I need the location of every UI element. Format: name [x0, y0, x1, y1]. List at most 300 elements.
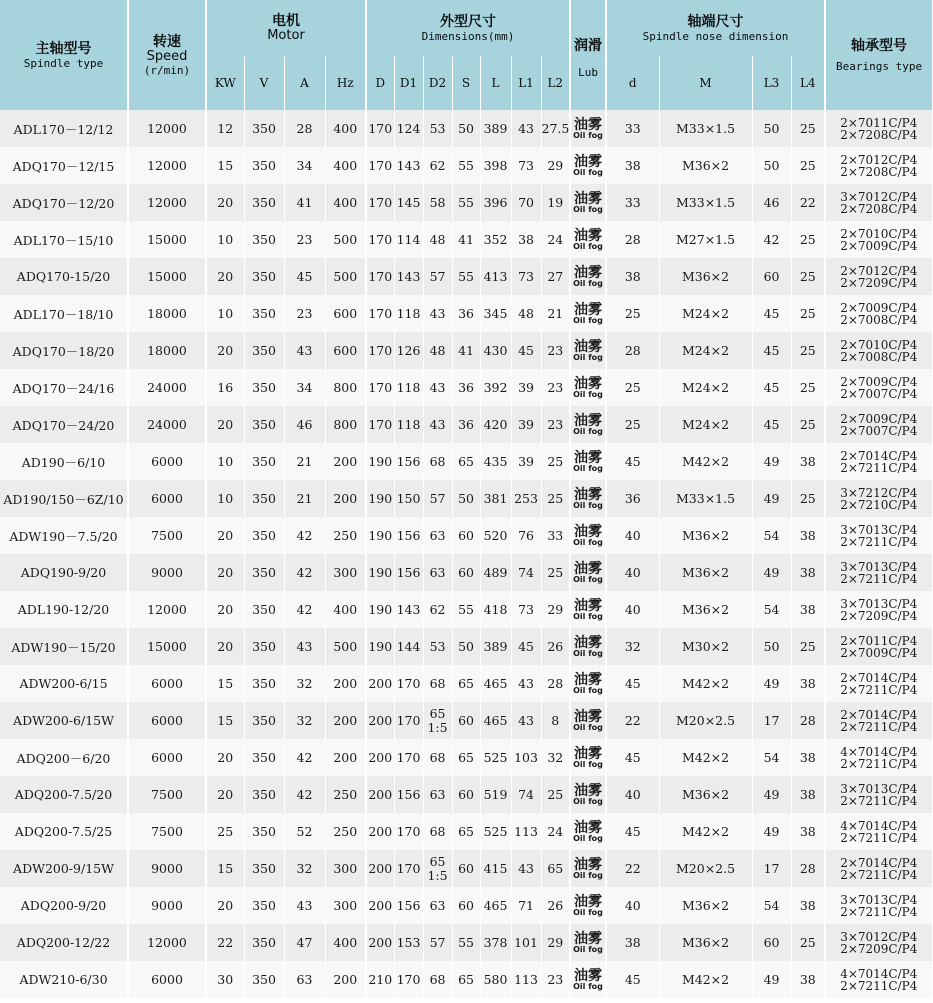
subheader-l1: L1 [511, 56, 541, 110]
cell-frequency: 300 [325, 887, 366, 924]
cell-d1: 144 [394, 628, 423, 665]
header-dimensions-en: Dimensions(mm) [421, 29, 515, 43]
cell-s: 60 [452, 517, 480, 554]
cell-model: ADQ170－12/20 [0, 184, 128, 221]
cell-bearing [825, 110, 932, 147]
lub-label-cn: 油雾 [574, 264, 603, 281]
cell-bearing-line: 4×7014C/P4 [840, 744, 918, 759]
lub-label-cn: 油雾 [574, 671, 603, 688]
cell-l4: 38 [791, 554, 825, 591]
cell-l2: 27.5 [541, 110, 570, 147]
table-row [0, 665, 932, 702]
cell-speed: 15000 [128, 628, 206, 665]
cell-kw: 20 [206, 406, 244, 443]
subheader-l4: L4 [791, 56, 825, 110]
lub-label-en: Oil fog [573, 426, 603, 436]
cell-d-outer: 190 [366, 480, 394, 517]
cell-kw: 22 [206, 924, 244, 961]
cell-bearing-line: 2×7209C/P4 [840, 941, 918, 956]
lub-label-cn: 油雾 [574, 190, 603, 207]
cell-current: 23 [284, 295, 325, 332]
cell-bearing [825, 554, 932, 591]
cell-bearing-line: 2×7014C/P4 [840, 448, 918, 463]
cell-lub [570, 924, 606, 961]
lub-label-cn: 油雾 [574, 930, 603, 947]
cell-m: M24×2 [659, 369, 752, 406]
cell-voltage: 350 [244, 443, 284, 480]
cell-d2 [423, 332, 452, 369]
cell-l4: 38 [791, 887, 825, 924]
cell-model: ADW210-6/30 [0, 961, 128, 998]
cell-l: 389 [480, 110, 511, 147]
cell-bearing [825, 332, 932, 369]
cell-s: 65 [452, 813, 480, 850]
table-body [0, 110, 932, 998]
cell-l: 489 [480, 554, 511, 591]
cell-s: 65 [452, 665, 480, 702]
table-row [0, 850, 932, 887]
header-spindle-type-cn: 主轴型号 [35, 40, 92, 57]
cell-d2 [423, 221, 452, 258]
cell-d-nose: 36 [606, 480, 659, 517]
cell-d-outer: 170 [366, 258, 394, 295]
cell-bearing-line: 2×7014C/P4 [840, 670, 918, 685]
cell-lub [570, 480, 606, 517]
cell-lub [570, 850, 606, 887]
cell-d2-line: 1:5 [427, 867, 448, 883]
cell-bearing-line: 2×7007C/P4 [840, 386, 918, 401]
cell-d2 [423, 887, 452, 924]
cell-frequency: 500 [325, 258, 366, 295]
cell-m: M36×2 [659, 591, 752, 628]
cell-d2-line: 68 [429, 823, 446, 839]
cell-s: 36 [452, 369, 480, 406]
cell-bearing-line: 2×7009C/P4 [840, 645, 918, 660]
cell-d1: 143 [394, 591, 423, 628]
cell-d-outer: 170 [366, 295, 394, 332]
cell-model: ADL190-12/20 [0, 591, 128, 628]
cell-speed: 7500 [128, 517, 206, 554]
cell-d-nose: 38 [606, 147, 659, 184]
cell-d-nose: 40 [606, 554, 659, 591]
cell-d-outer: 200 [366, 702, 394, 739]
cell-l1: 39 [511, 406, 541, 443]
cell-speed: 24000 [128, 406, 206, 443]
table-row [0, 554, 932, 591]
cell-bearing [825, 850, 932, 887]
cell-l: 396 [480, 184, 511, 221]
cell-d-outer: 200 [366, 813, 394, 850]
cell-frequency: 200 [325, 702, 366, 739]
subheader-m: M [659, 56, 752, 110]
cell-d2 [423, 295, 452, 332]
cell-d-nose: 40 [606, 887, 659, 924]
subheader-l3: L3 [752, 56, 791, 110]
cell-l: 398 [480, 147, 511, 184]
cell-d-nose: 38 [606, 258, 659, 295]
cell-bearing-line: 2×7011C/P4 [840, 633, 918, 648]
cell-frequency: 400 [325, 184, 366, 221]
cell-s: 60 [452, 850, 480, 887]
cell-d2-line: 65 [429, 853, 446, 869]
subheader-s: S [452, 56, 480, 110]
cell-speed: 7500 [128, 813, 206, 850]
cell-d-nose: 45 [606, 443, 659, 480]
cell-bearing-line: 2×7008C/P4 [840, 312, 918, 327]
table-row [0, 517, 932, 554]
lub-label-cn: 油雾 [574, 412, 603, 429]
cell-d1: 118 [394, 406, 423, 443]
cell-bearing-line: 2×7009C/P4 [840, 374, 918, 389]
cell-l: 525 [480, 739, 511, 776]
lub-label-en: Oil fog [573, 759, 603, 769]
table-row [0, 110, 932, 147]
cell-d-nose: 25 [606, 369, 659, 406]
cell-l3: 49 [752, 665, 791, 702]
cell-l2: 27 [541, 258, 570, 295]
lub-label-cn: 油雾 [574, 116, 603, 133]
table-row [0, 221, 932, 258]
cell-l2: 29 [541, 147, 570, 184]
header-speed-cn: 转速 [153, 33, 181, 50]
cell-model: ADQ200-9/20 [0, 887, 128, 924]
cell-l3: 49 [752, 480, 791, 517]
cell-kw: 15 [206, 702, 244, 739]
cell-d-nose: 40 [606, 517, 659, 554]
cell-l1: 71 [511, 887, 541, 924]
cell-l4: 25 [791, 332, 825, 369]
table-row [0, 295, 932, 332]
cell-d-nose: 22 [606, 702, 659, 739]
cell-bearing-line: 2×7211C/P4 [840, 719, 918, 734]
cell-current: 42 [284, 591, 325, 628]
cell-d2-line: 63 [429, 527, 446, 543]
cell-voltage: 350 [244, 813, 284, 850]
cell-model: ADW200-6/15W [0, 702, 128, 739]
table-row [0, 480, 932, 517]
cell-lub [570, 591, 606, 628]
cell-kw: 10 [206, 480, 244, 517]
cell-l3: 17 [752, 850, 791, 887]
subheader-a: A [284, 56, 325, 110]
cell-current: 42 [284, 776, 325, 813]
cell-bearing-line: 2×7014C/P4 [840, 707, 918, 722]
cell-l4: 38 [791, 739, 825, 776]
lub-label-cn: 油雾 [574, 560, 603, 577]
cell-l1: 103 [511, 739, 541, 776]
cell-d-nose: 28 [606, 332, 659, 369]
cell-frequency: 300 [325, 850, 366, 887]
cell-lub [570, 813, 606, 850]
cell-bearing [825, 406, 932, 443]
cell-l: 525 [480, 813, 511, 850]
cell-l3: 17 [752, 702, 791, 739]
cell-d2 [423, 369, 452, 406]
table-row [0, 924, 932, 961]
cell-d1: 156 [394, 554, 423, 591]
cell-kw: 15 [206, 850, 244, 887]
header-lub-en: Lub [578, 66, 598, 79]
cell-lub [570, 554, 606, 591]
cell-voltage: 350 [244, 147, 284, 184]
cell-l2: 25 [541, 776, 570, 813]
cell-d-nose: 33 [606, 110, 659, 147]
subheader-d2: D2 [423, 56, 452, 110]
cell-frequency: 300 [325, 554, 366, 591]
cell-d2-line: 48 [429, 342, 446, 358]
cell-d-nose: 25 [606, 295, 659, 332]
lub-label-cn: 油雾 [574, 634, 603, 651]
cell-l4: 22 [791, 184, 825, 221]
cell-l3: 45 [752, 295, 791, 332]
cell-bearing-line: 2×7009C/P4 [840, 411, 918, 426]
cell-bearing [825, 221, 932, 258]
cell-frequency: 600 [325, 332, 366, 369]
cell-bearing [825, 258, 932, 295]
cell-l3: 49 [752, 443, 791, 480]
cell-l1: 73 [511, 258, 541, 295]
cell-voltage: 350 [244, 406, 284, 443]
cell-speed: 18000 [128, 332, 206, 369]
lub-label-en: Oil fog [573, 167, 603, 177]
cell-model: ADQ200－6/20 [0, 739, 128, 776]
lub-label-en: Oil fog [573, 278, 603, 288]
cell-l3: 46 [752, 184, 791, 221]
cell-l: 381 [480, 480, 511, 517]
table-row [0, 813, 932, 850]
cell-m: M20×2.5 [659, 850, 752, 887]
cell-m: M36×2 [659, 517, 752, 554]
lub-label-cn: 油雾 [574, 486, 603, 503]
cell-bearing [825, 369, 932, 406]
cell-l4: 25 [791, 110, 825, 147]
cell-current: 21 [284, 443, 325, 480]
cell-d-outer: 170 [366, 184, 394, 221]
cell-s: 36 [452, 406, 480, 443]
cell-l2: 24 [541, 813, 570, 850]
cell-bearing-line: 3×7012C/P4 [840, 929, 918, 944]
cell-m: M36×2 [659, 887, 752, 924]
cell-d2 [423, 517, 452, 554]
lub-label-cn: 油雾 [574, 523, 603, 540]
cell-speed: 6000 [128, 665, 206, 702]
lub-label-en: Oil fog [573, 907, 603, 917]
cell-d2-line: 62 [429, 157, 446, 173]
cell-lub [570, 184, 606, 221]
cell-d-outer: 210 [366, 961, 394, 998]
cell-m: M42×2 [659, 739, 752, 776]
cell-l4: 25 [791, 924, 825, 961]
cell-lub [570, 369, 606, 406]
cell-model: ADW200-9/15W [0, 850, 128, 887]
cell-d-outer: 190 [366, 517, 394, 554]
cell-voltage: 350 [244, 924, 284, 961]
lub-label-cn: 油雾 [574, 708, 603, 725]
cell-speed: 12000 [128, 110, 206, 147]
cell-l4: 25 [791, 258, 825, 295]
cell-bearing [825, 739, 932, 776]
cell-l4: 25 [791, 221, 825, 258]
cell-bearing-line: 2×7211C/P4 [840, 978, 918, 993]
cell-bearing-line: 3×7013C/P4 [840, 892, 918, 907]
cell-d2-line: 53 [429, 638, 446, 654]
cell-lub [570, 295, 606, 332]
cell-bearing-line: 2×7208C/P4 [840, 127, 918, 142]
cell-model: ADL170－15/10 [0, 221, 128, 258]
cell-s: 55 [452, 258, 480, 295]
cell-l2: 26 [541, 887, 570, 924]
cell-d1: 156 [394, 517, 423, 554]
cell-current: 41 [284, 184, 325, 221]
cell-l2: 65 [541, 850, 570, 887]
cell-bearing [825, 184, 932, 221]
lub-label-cn: 油雾 [574, 338, 603, 355]
cell-l4: 25 [791, 369, 825, 406]
cell-d-outer: 170 [366, 332, 394, 369]
cell-speed: 6000 [128, 443, 206, 480]
cell-l1: 70 [511, 184, 541, 221]
cell-d2 [423, 776, 452, 813]
cell-current: 52 [284, 813, 325, 850]
cell-l: 389 [480, 628, 511, 665]
cell-frequency: 200 [325, 665, 366, 702]
cell-speed: 6000 [128, 739, 206, 776]
cell-l4: 28 [791, 850, 825, 887]
cell-bearing-line: 3×7013C/P4 [840, 781, 918, 796]
cell-m: M33×1.5 [659, 480, 752, 517]
subheader-l: L [480, 56, 511, 110]
cell-kw: 25 [206, 813, 244, 850]
cell-bearing-line: 2×7011C/P4 [840, 115, 918, 130]
cell-bearing [825, 443, 932, 480]
cell-voltage: 350 [244, 554, 284, 591]
cell-l3: 54 [752, 739, 791, 776]
cell-l4: 38 [791, 591, 825, 628]
cell-current: 34 [284, 369, 325, 406]
cell-speed: 7500 [128, 776, 206, 813]
cell-d2 [423, 813, 452, 850]
cell-l2: 23 [541, 369, 570, 406]
cell-d-outer: 200 [366, 850, 394, 887]
cell-m: M36×2 [659, 776, 752, 813]
cell-l3: 42 [752, 221, 791, 258]
cell-voltage: 350 [244, 517, 284, 554]
cell-s: 55 [452, 184, 480, 221]
cell-bearing [825, 776, 932, 813]
cell-l: 415 [480, 850, 511, 887]
cell-kw: 20 [206, 887, 244, 924]
lub-label-en: Oil fog [573, 944, 603, 954]
cell-lub [570, 443, 606, 480]
cell-bearing-line: 3×7012C/P4 [840, 189, 918, 204]
cell-l1: 39 [511, 369, 541, 406]
table-row [0, 332, 932, 369]
header-bearings-en: Bearings type [835, 59, 923, 73]
lub-label-en: Oil fog [573, 389, 603, 399]
cell-bearing-line: 2×7008C/P4 [840, 349, 918, 364]
cell-l2: 24 [541, 221, 570, 258]
subheader-d-outer: D [366, 56, 394, 110]
cell-model: AD190－6/10 [0, 443, 128, 480]
cell-lub [570, 332, 606, 369]
cell-kw: 20 [206, 739, 244, 776]
cell-d-outer: 170 [366, 110, 394, 147]
subheader-kw: KW [206, 56, 244, 110]
cell-d2 [423, 184, 452, 221]
cell-d-nose: 33 [606, 184, 659, 221]
table-row [0, 406, 932, 443]
cell-m: M36×2 [659, 147, 752, 184]
cell-frequency: 200 [325, 443, 366, 480]
cell-l1: 43 [511, 110, 541, 147]
cell-voltage: 350 [244, 739, 284, 776]
cell-frequency: 400 [325, 591, 366, 628]
cell-kw: 15 [206, 147, 244, 184]
cell-model: ADQ200-7.5/20 [0, 776, 128, 813]
cell-l4: 38 [791, 665, 825, 702]
lub-label-en: Oil fog [573, 204, 603, 214]
lub-label-en: Oil fog [573, 833, 603, 843]
cell-frequency: 400 [325, 110, 366, 147]
cell-lub [570, 517, 606, 554]
cell-d2-line: 43 [429, 416, 446, 432]
cell-voltage: 350 [244, 887, 284, 924]
cell-bearing-line: 2×7208C/P4 [840, 201, 918, 216]
lub-label-en: Oil fog [573, 981, 603, 991]
header-motor-cn: 电机 [272, 13, 300, 29]
cell-l4: 38 [791, 813, 825, 850]
cell-d1: 143 [394, 147, 423, 184]
cell-kw: 20 [206, 554, 244, 591]
cell-kw: 10 [206, 443, 244, 480]
cell-l: 465 [480, 702, 511, 739]
header-motor-en: Motor [267, 28, 305, 43]
header-lub [570, 0, 606, 110]
cell-d-outer: 170 [366, 147, 394, 184]
cell-d2-line: 58 [429, 194, 446, 210]
cell-lub [570, 887, 606, 924]
cell-d-outer: 190 [366, 591, 394, 628]
cell-d2-line: 62 [429, 601, 446, 617]
cell-l2: 33 [541, 517, 570, 554]
subheader-hz: Hz [325, 56, 366, 110]
cell-l2: 25 [541, 480, 570, 517]
cell-l1: 73 [511, 147, 541, 184]
cell-d-outer: 200 [366, 665, 394, 702]
cell-d-outer: 170 [366, 406, 394, 443]
cell-l4: 38 [791, 517, 825, 554]
cell-d2-line: 63 [429, 564, 446, 580]
cell-d-nose: 40 [606, 591, 659, 628]
cell-l1: 48 [511, 295, 541, 332]
cell-d1: 170 [394, 702, 423, 739]
cell-l2: 25 [541, 554, 570, 591]
cell-bearing-line: 2×7211C/P4 [840, 867, 918, 882]
cell-m: M33×1.5 [659, 184, 752, 221]
cell-model: ADQ170－24/20 [0, 406, 128, 443]
cell-d2 [423, 591, 452, 628]
header-lub-cn: 润滑 [574, 38, 603, 54]
cell-bearing-line: 4×7014C/P4 [840, 818, 918, 833]
cell-d2-line: 48 [429, 231, 446, 247]
cell-frequency: 600 [325, 295, 366, 332]
cell-speed: 6000 [128, 702, 206, 739]
cell-current: 32 [284, 702, 325, 739]
cell-kw: 20 [206, 517, 244, 554]
cell-l: 413 [480, 258, 511, 295]
cell-l3: 50 [752, 628, 791, 665]
cell-d-outer: 200 [366, 739, 394, 776]
